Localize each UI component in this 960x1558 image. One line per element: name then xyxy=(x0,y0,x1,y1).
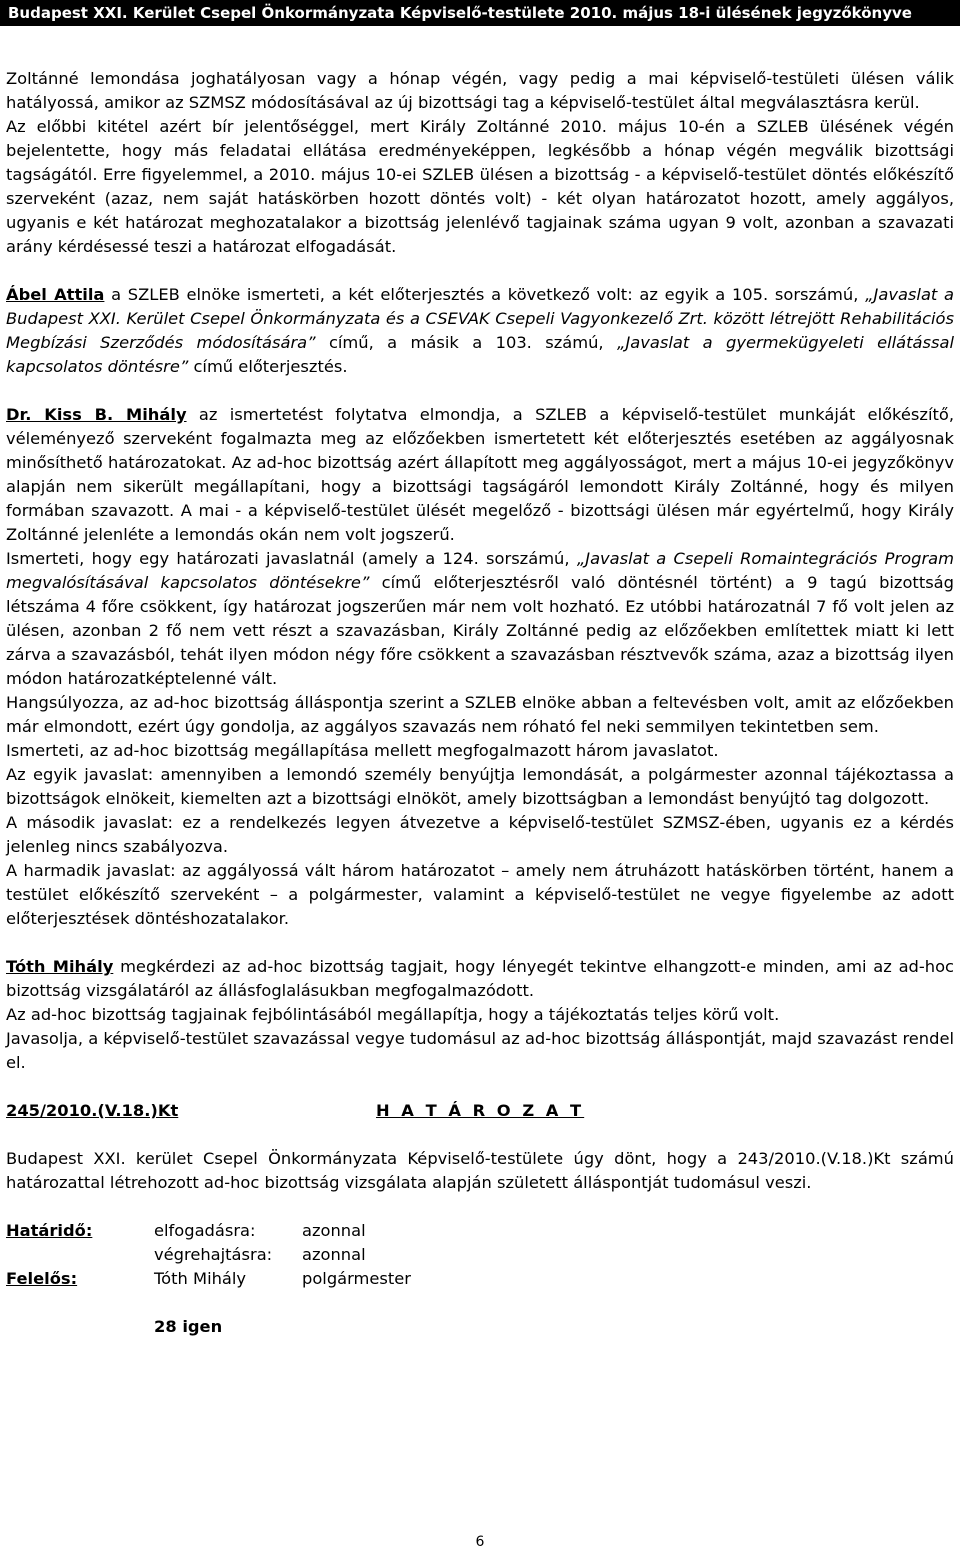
header-title: Budapest XXI. Kerület Csepel Önkormányzata Képviselő-testülete 2010. május 18-i ülésének jegyzőkönyve xyxy=(8,4,912,22)
deadline-value: azonnal xyxy=(302,1221,366,1240)
paragraph: Ismerteti, az ad-hoc bizottság megállapítása mellett megfogalmazott három javaslatot. xyxy=(6,741,719,760)
paragraph: Ismerteti, hogy egy határozati javaslatnál (amely a 124. sorszámú, „Javaslat a Csepeli Romaintegrációs Program megvalósításával kapcsolatos döntésekre” című előterjesztésről való döntésnél történt) a 9 tagú bizottság létszáma 4 főre csökkent, így határozat jogszerűen már nem volt hozható. Ez utóbbi határozatnál 7 fő volt jelen az ülésen, azonban 2 fő nem vett részt a szavazásban, Király Zoltánné pedig az előzőekben említettek miatt ki lett zárva a szavazásból, tehát ilyen módon négy főre csökkent a szavazásban résztvevők száma, azaz a bizottság ilyen módon határozatképtelenné vált. xyxy=(6,549,954,688)
resolution-title: H A T Á R O Z A T xyxy=(376,1101,585,1120)
resolution-number: 245/2010.(V.18.)Kt xyxy=(6,1101,179,1120)
speaker-name: Tóth Mihály xyxy=(6,957,114,976)
paragraph: A harmadik javaslat: az aggályossá vált három határozatot – amely nem átruházott hatáskörben történt, hanem a testület előkészítő szerveként – a polgármester, valamint a képviselő-testület ne vegye figyelembe az adott előterjesztések döntéshozatalakor. xyxy=(6,861,954,928)
paragraph: Hangsúlyozza, az ad-hoc bizottság álláspontja szerint a SZLEB elnöke abban a feltevésben volt, amit az előzőekben már elmondott, ezért úgy gondolja, az aggályos szavazás nem róható fel neki semmilyen tekintetben sem. xyxy=(6,693,954,736)
deadline-value: azonnal xyxy=(302,1245,366,1264)
responsible-label: Felelős: xyxy=(6,1269,78,1288)
paragraph: Az előbbi kitétel azért bír jelentőséggel, mert Király Zoltánné 2010. május 10-én a SZLEB ülésének végén bejelentette, hogy más feladatai ellátása eredményeképpen, legkésőbb a hónap végén megválik bizottsági tagságától. Erre figyelemmel, a 2010. május 10-ei SZLEB ülésen a bizottság - a képviselő-testület döntés előkészítő szerveként (azaz, nem saját hatáskörben hozott döntés volt) - két olyan határozatot hozott, amely aggályos, ugyanis e két határozat meghozatalakor a bizottság jelenlévő tagjainak száma ugyan 9 volt, azonban a szavazati arány kérdésessé teszi a határozat elfogadását. xyxy=(6,117,954,256)
responsible-role: polgármester xyxy=(302,1269,411,1288)
paragraph: Az ad-hoc bizottság tagjainak fejbólintásából megállapítja, hogy a tájékoztatás teljes körű volt. xyxy=(6,1005,780,1024)
proposal-title: „Javaslat a gyermekügyeleti ellátással kapcsolatos döntésre” xyxy=(6,333,954,376)
paragraph-toth: Tóth Mihály megkérdezi az ad-hoc bizottság tagjait, hogy lényegét tekintve elhangzott-e minden, ami az ad-hoc bizottság vizsgálatáról az állásfoglalásukban megfogalmazódott. xyxy=(6,957,954,1000)
speaker-name: Ábel Attila xyxy=(6,285,105,304)
document-body xyxy=(6,67,954,1339)
speaker-name: Dr. Kiss B. Mihály xyxy=(6,405,187,424)
paragraph: Az egyik javaslat: amennyiben a lemondó személy benyújtja lemondását, a polgármester azonnal tájékoztassa a bizottságok elnökeit, kiemelten azt a bizottsági elnököt, amely bizottságban a lemondást benyújtó tag dolgozott. xyxy=(6,765,954,808)
vote-block xyxy=(6,1315,954,1339)
resolution-text: Budapest XXI. kerület Csepel Önkormányzata Képviselő-testülete úgy dönt, hogy a 243/2010.(V.18.)Kt számú határozattal létrehozott ad-hoc bizottság vizsgálata alapján született álláspontját tudomásul veszi. xyxy=(6,1149,954,1192)
deadline-key: végrehajtásra: xyxy=(154,1245,273,1264)
proposal-title: „Javaslat a Budapest XXI. Kerület Csepel Önkormányzata és a CSEVAK Csepeli Vagyonkezelő Zrt. között létrejött Rehabilitációs Megbízási Szerződés módosítására” xyxy=(6,285,954,352)
paragraph: Javasolja, a képviselő-testület szavazással vegye tudomásul az ad-hoc bizottság álláspontját, majd szavazást rendel el. xyxy=(6,1029,954,1072)
proposal-title: „Javaslat a Csepeli Romaintegrációs Program megvalósításával kapcsolatos döntésekre” xyxy=(6,549,954,592)
responsible-name: Tóth Mihály xyxy=(154,1269,247,1288)
deadline-key: elfogadásra: xyxy=(154,1221,256,1240)
page-header xyxy=(0,0,960,26)
paragraph-kiss: Dr. Kiss B. Mihály az ismertetést folytatva elmondja, a SZLEB a képviselő-testület munkáját előkészítő, véleményező szerveként fogalmazta meg az előzőekben ismertetett két előterjesztés esetében az aggályosnak minősíthető határozatokat. Az ad-hoc bizottság azért állapított meg aggályosságot, mert a május 10-ei jegyzőkönyv alapján nem sikerült megállapítani, hogy a bizottsági tagságáról lemondott Király Zoltánné, hogy és milyen formában szavazott. A mai - a képviselő-testület ülését megelőző - bizottsági ülésen már egyértelmű, hogy Király Zoltánné jelenléte a lemondás okán nem volt jogszerű. xyxy=(6,405,954,544)
deadline-block xyxy=(6,1219,954,1291)
paragraph-abel: Ábel Attila a SZLEB elnöke ismerteti, a két előterjesztés a következő volt: az egyik a 105. sorszámú, „Javaslat a Budapest XXI. Kerület Csepel Önkormányzata és a CSEVAK Csepeli Vagyonkezelő Zrt. között létrejött Rehabilitációs Megbízási Szerződés módosítására” című, a másik a 103. számú, „Javaslat a gyermekügyeleti ellátással kapcsolatos döntésre” című előterjesztés. xyxy=(6,285,954,376)
page-number: 6 xyxy=(475,1534,485,1550)
vote-result: 28 igen xyxy=(154,1317,223,1336)
paragraph: Zoltánné lemondása joghatályosan vagy a hónap végén, vagy pedig a mai képviselő-testületi ülésen válik hatályossá, amikor az SZMSZ módosításával az új bizottsági tag a képviselő-testület által megválasztásra kerül. xyxy=(6,69,954,112)
paragraph: A második javaslat: ez a rendelkezés legyen átvezetve a képviselő-testület SZMSZ-ében, ugyanis ez a kérdés jelenleg nincs szabályozva. xyxy=(6,813,954,856)
deadline-label: Határidő: xyxy=(6,1221,93,1240)
resolution-heading xyxy=(6,1099,954,1123)
